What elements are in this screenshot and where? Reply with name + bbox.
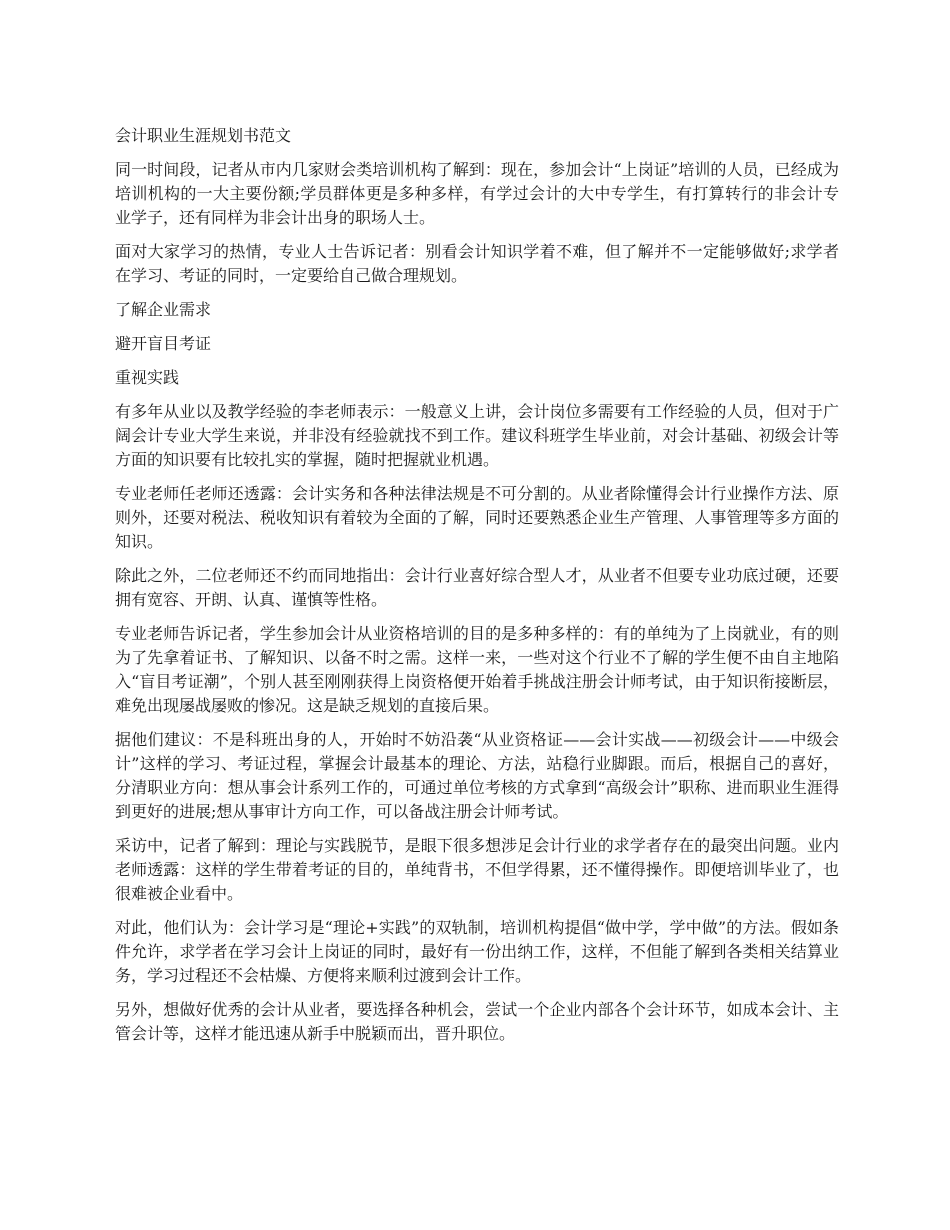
document-title: 会计职业生涯规划书范文 <box>115 126 292 145</box>
paragraph: 对此，他们认为：会计学习是“理论+实践”的双轨制，培训机构提倡“做中学，学中做”的方法。假如条件允许，求学者在学习会计上岗证的同时，最好有一份出纳工作，这样，不但能了解到各类相关结算业务，学习过程还不会枯燥、方便将来顺利过渡到会计工作。 <box>115 918 839 985</box>
paragraph: 面对大家学习的热情，专业人士告诉记者：别看会计知识学着不难，但了解并不一定能够做好;求学者在学习、考证的同时，一定要给自己做合理规划。 <box>115 242 839 285</box>
section-heading: 了解企业需求 <box>115 300 212 319</box>
document-body <box>115 124 839 1056</box>
section-heading: 重视实践 <box>115 368 180 387</box>
paragraph: 另外，想做好优秀的会计从业者，要选择各种机会，尝试一个企业内部各个会计环节，如成本会计、主管会计等，这样才能迅速从新手中脱颖而出，晋升职位。 <box>115 1000 839 1043</box>
section-heading: 避开盲目考证 <box>115 334 212 353</box>
paragraph: 专业老师任老师还透露：会计实务和各种法律法规是不可分割的。从业者除懂得会计行业操作方法、原则外，还要对税法、税收知识有着较为全面的了解，同时还要熟悉企业生产管理、人事管理等多方面的知识。 <box>115 484 839 551</box>
paragraph: 据他们建议：不是科班出身的人，开始时不妨沿袭“从业资格证——会计实战——初级会计——中级会计”这样的学习、考证过程，掌握会计最基本的理论、方法，站稳行业脚跟。而后，根据自己的喜好，分清职业方向：想从事会计系列工作的，可通过单位考核的方式拿到“高级会计”职称、进而职业生涯得到更好的进展;想从事审计方向工作，可以备战注册会计师考试。 <box>115 730 839 821</box>
paragraph: 采访中，记者了解到：理论与实践脱节，是眼下很多想涉足会计行业的求学者存在的最突出问题。业内老师透露：这样的学生带着考证的目的，单纯背书，不但学得累，还不懂得操作。即便培训毕业了，也很难被企业看中。 <box>115 836 839 903</box>
paragraph: 除此之外，二位老师还不约而同地指出：会计行业喜好综合型人才，从业者不但要专业功底过硬，还要拥有宽容、开朗、认真、谨慎等性格。 <box>115 566 839 609</box>
paragraph: 专业老师告诉记者，学生参加会计从业资格培训的目的是多种多样的：有的单纯为了上岗就业，有的则为了先拿着证书、了解知识、以备不时之需。这样一来，一些对这个行业不了解的学生便不由自主地陷入“盲目考证潮”，个别人甚至刚刚获得上岗资格便开始着手挑战注册会计师考试，由于知识衔接断层，难免出现屡战屡败的惨况。这是缺乏规划的直接后果。 <box>115 624 839 715</box>
paragraph: 有多年从业以及教学经验的李老师表示：一般意义上讲，会计岗位多需要有工作经验的人员，但对于广阔会计专业大学生来说，并非没有经验就找不到工作。建议科班学生毕业前，对会计基础、初级会计等方面的知识要有比较扎实的掌握，随时把握就业机遇。 <box>115 402 839 469</box>
paragraph: 同一时间段，记者从市内几家财会类培训机构了解到：现在，参加会计“上岗证”培训的人员，已经成为培训机构的一大主要份额;学员群体更是多种多样，有学过会计的大中专学生，有打算转行的非会计专业学子，还有同样为非会计出身的职场人士。 <box>115 160 839 227</box>
